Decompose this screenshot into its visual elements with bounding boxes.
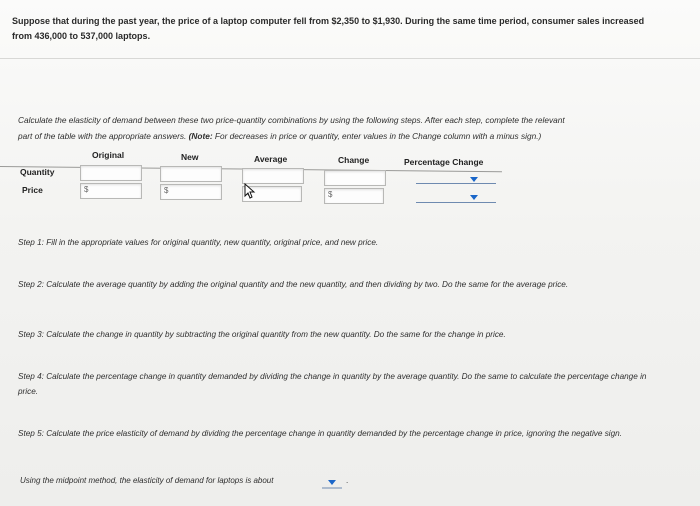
elasticity-answer-dropdown[interactable] bbox=[322, 477, 342, 489]
instructions-text bbox=[18, 112, 688, 144]
step-4-text: Step 4: Calculate the percentage change in quantity demanded by dividing the change in quantity by the average quantity. Do the same to calculate the percentage change in price. bbox=[18, 372, 647, 396]
instructions-line-1: Calculate the elasticity of demand between these two price-quantity combinations by using the following steps. After each step, complete the relevant bbox=[18, 115, 565, 125]
quantity-change-input[interactable] bbox=[324, 170, 386, 186]
price-percentage-change-dropdown[interactable] bbox=[416, 202, 496, 203]
quantity-original-input[interactable] bbox=[80, 165, 142, 181]
header-percentage-change: Percentage Change bbox=[404, 157, 484, 167]
row-label-quantity: Quantity bbox=[20, 167, 55, 177]
step-3-text: Step 3: Calculate the change in quantity by subtracting the original quantity from the new quantity. Do the same for the change in price. bbox=[18, 330, 506, 339]
dropdown-arrow-icon[interactable] bbox=[470, 195, 478, 200]
section-divider bbox=[0, 58, 700, 59]
row-label-price: Price bbox=[22, 185, 43, 195]
step-2-text: Step 2: Calculate the average quantity by adding the original quantity and the new quantity, and then dividing by two. Do the same for the average price. bbox=[18, 280, 569, 289]
price-new-input[interactable] bbox=[160, 184, 222, 200]
header-average: Average bbox=[254, 154, 288, 164]
dropdown-arrow-icon[interactable] bbox=[470, 177, 478, 182]
final-question-text: Using the midpoint method, the elasticity of demand for laptops is about bbox=[20, 476, 274, 485]
header-new: New bbox=[181, 152, 199, 162]
instructions-line-2: part of the table with the appropriate answers. (Note: For decreases in price or quantity, enter values in the Change column with a minus sign.) bbox=[18, 131, 542, 141]
mouse-cursor-icon bbox=[244, 183, 256, 199]
quantity-percentage-change-dropdown[interactable] bbox=[416, 183, 496, 184]
dollar-sign: $ bbox=[164, 186, 169, 195]
note-label: (Note: bbox=[188, 131, 213, 141]
question-line-1: Suppose that during the past year, the price of a laptop computer fell from $2,350 to $1,930. During the same time period, consumer sales increased bbox=[12, 16, 645, 26]
final-period: . bbox=[346, 476, 349, 485]
header-change: Change bbox=[338, 155, 370, 165]
header-original: Original bbox=[92, 150, 125, 160]
price-original-input[interactable] bbox=[80, 183, 142, 199]
dollar-sign: $ bbox=[328, 190, 333, 199]
quantity-average-input[interactable] bbox=[242, 168, 304, 184]
price-change-input[interactable] bbox=[324, 188, 384, 204]
dollar-sign: $ bbox=[84, 185, 89, 194]
quantity-new-input[interactable] bbox=[160, 166, 222, 182]
step-5-text: Step 5: Calculate the price elasticity of demand by dividing the percentage change in quantity demanded by the percentage change in price, ignoring the negative sign. bbox=[18, 429, 622, 438]
question-text bbox=[12, 14, 680, 44]
step-1-text: Step 1: Fill in the appropriate values for original quantity, new quantity, original price, and new price. bbox=[18, 238, 379, 247]
question-line-2: from 436,000 to 537,000 laptops. bbox=[12, 31, 151, 41]
